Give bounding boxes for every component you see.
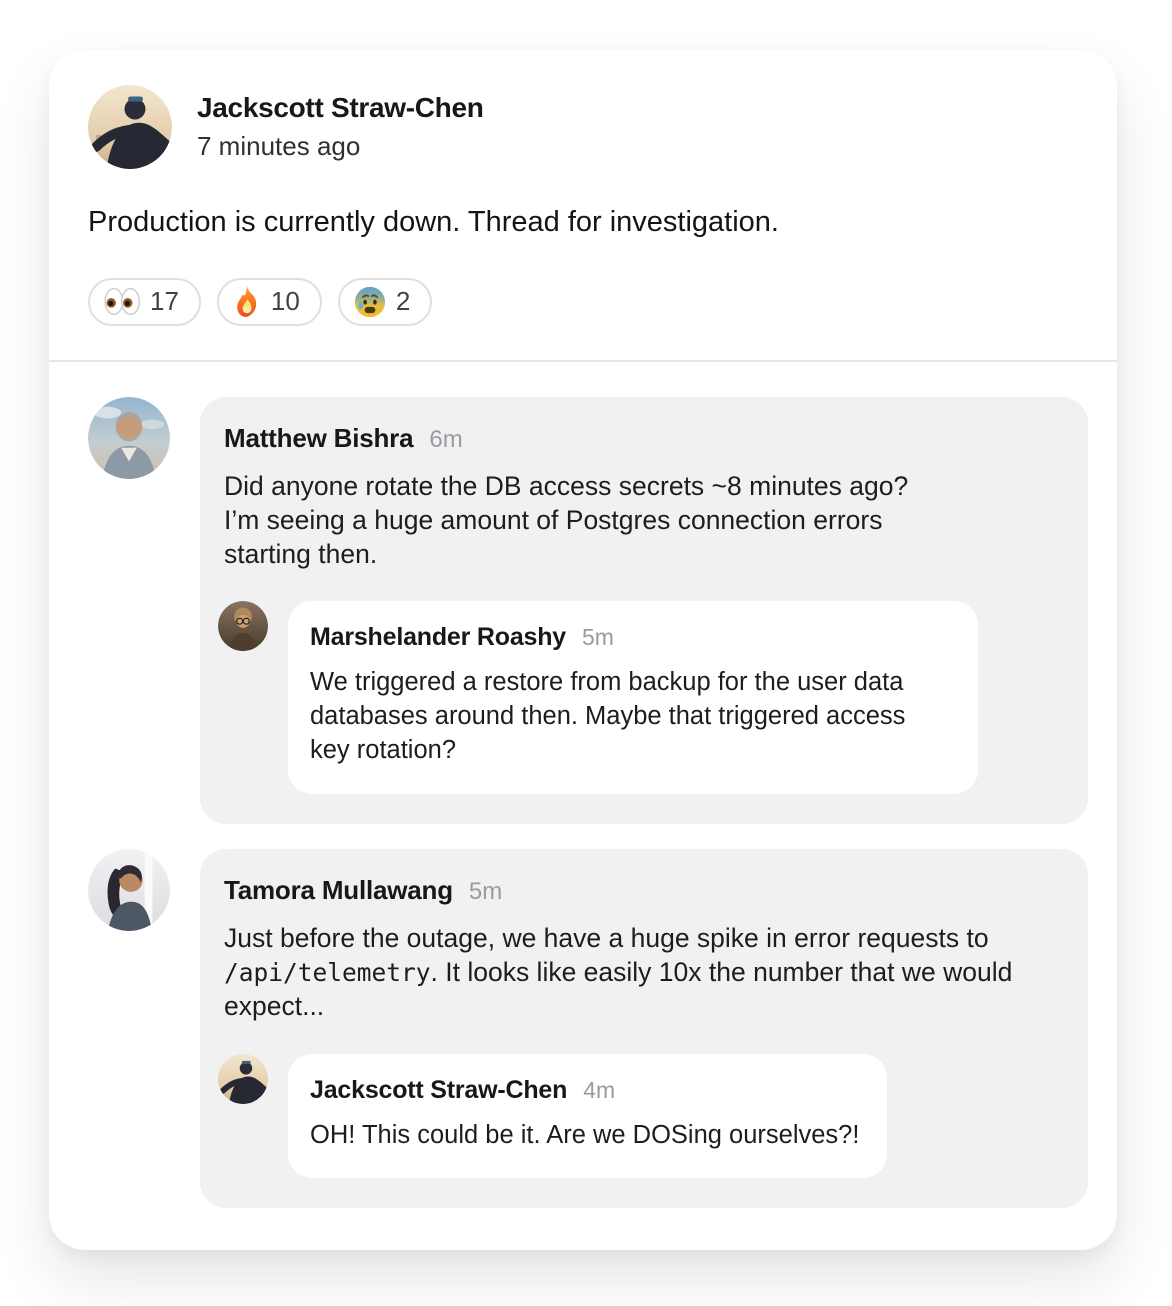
comment-author: Matthew Bishra — [224, 422, 414, 453]
comment-body-text: Just before the outage, we have a huge spike in error requests to — [224, 923, 989, 954]
post-author-block — [197, 92, 484, 162]
post-body: Production is currently down. Thread for investigation. — [88, 206, 779, 238]
reaction-eyes[interactable] — [88, 278, 201, 326]
reaction-eyes-count: 17 — [150, 286, 179, 317]
reaction-anxious-count: 2 — [395, 286, 411, 317]
comment-author: Tamora Mullawang — [224, 875, 453, 906]
post — [49, 50, 1117, 326]
comment-timestamp: 5m — [468, 878, 503, 906]
comment-body-code: /api/telemetry — [224, 958, 431, 988]
fire-emoji-icon — [233, 285, 261, 319]
comment-body-text: . It looks like easily 10x the number that we would expect... — [224, 957, 1013, 1022]
reaction-fire[interactable] — [217, 278, 322, 326]
avatar-jackscott[interactable] — [218, 1054, 268, 1104]
avatar-tamora[interactable] — [88, 849, 170, 931]
reply-bubble — [288, 1054, 887, 1179]
avatar-marshelander[interactable] — [218, 601, 268, 651]
reply-byline — [310, 1076, 859, 1105]
reactions-row — [88, 278, 1087, 326]
reaction-fire-count: 10 — [270, 286, 300, 317]
reply-bubble — [288, 601, 978, 794]
post-timestamp: 7 minutes ago — [197, 131, 361, 161]
comment-bubble — [200, 849, 1088, 1208]
comment-matthew — [88, 397, 1088, 824]
post-author: Jackscott Straw-Chen — [197, 92, 484, 123]
thread-card — [49, 50, 1117, 1250]
reply-author: Jackscott Straw-Chen — [310, 1075, 568, 1104]
avatar-jackscott[interactable] — [88, 85, 172, 169]
comment-body — [224, 921, 1064, 1024]
comment-timestamp: 6m — [429, 425, 463, 453]
post-header — [88, 85, 1087, 169]
reply-jackscott — [218, 1054, 1064, 1179]
comment-body: Did anyone rotate the DB access secrets ~8 minutes ago? I’m seeing a huge amount of Postgres connection errors starting then. — [224, 470, 909, 570]
comment-byline — [224, 875, 1064, 906]
avatar-matthew[interactable] — [88, 397, 170, 479]
eyes-emoji-icon — [104, 287, 140, 316]
comment-bubble — [200, 397, 1088, 824]
reply-timestamp: 5m — [582, 624, 614, 651]
comments-list — [49, 362, 1117, 1244]
reaction-anxious-sweat[interactable] — [338, 278, 432, 326]
comment-byline — [224, 423, 1064, 454]
reply-byline — [310, 623, 950, 652]
reply-timestamp: 4m — [583, 1076, 616, 1103]
reply-body: OH! This could be it. Are we DOSing ourselves?! — [310, 1120, 860, 1149]
reply-body: We triggered a restore from backup for the user data databases around then. Maybe that triggered access key rotation? — [310, 668, 906, 765]
anxious-sweat-emoji-icon — [354, 286, 386, 318]
comment-tamora — [88, 849, 1088, 1208]
reply-author: Marshelander Roashy — [310, 623, 567, 652]
reply-marshelander — [218, 601, 1064, 794]
